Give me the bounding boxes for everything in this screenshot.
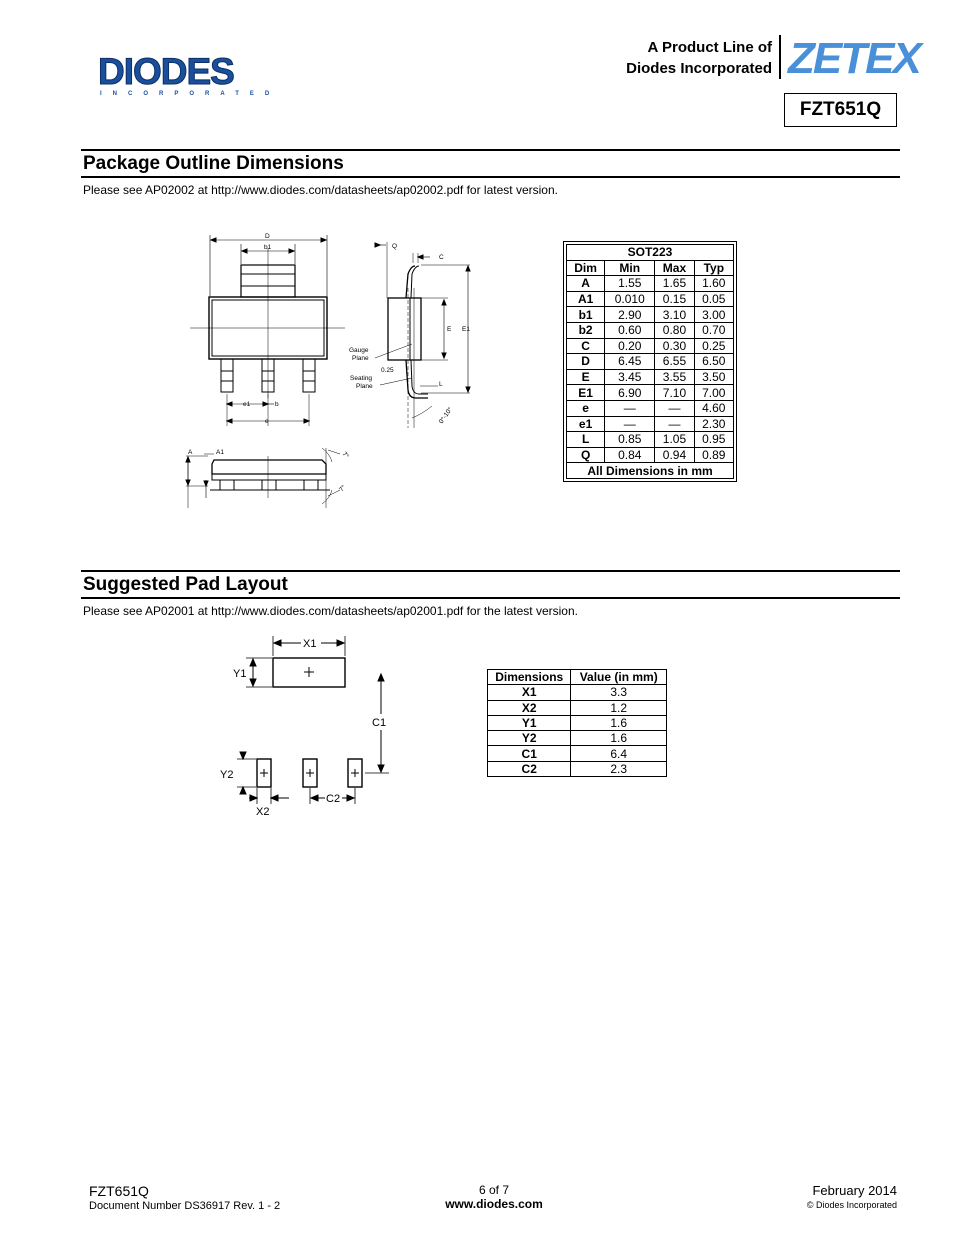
dim-cell: Y1 bbox=[488, 715, 571, 730]
value-cell: 1.05 bbox=[655, 432, 694, 448]
col-header: Max bbox=[655, 260, 694, 276]
value-cell: 0.89 bbox=[694, 447, 733, 463]
dim-cell: E bbox=[567, 369, 605, 385]
footer-part-number: FZT651Q bbox=[89, 1183, 149, 1199]
dim-cell: A bbox=[567, 276, 605, 292]
value-cell: 0.20 bbox=[605, 338, 655, 354]
label-b: b bbox=[275, 401, 279, 408]
section-rule-bottom bbox=[81, 176, 900, 178]
table-row bbox=[567, 338, 734, 354]
dim-cell: X2 bbox=[488, 700, 571, 715]
end-view bbox=[186, 448, 340, 508]
label-c: C bbox=[439, 254, 444, 261]
diodes-logo-text: DIODES bbox=[98, 51, 234, 92]
col-header: Min bbox=[605, 260, 655, 276]
value-cell: 0.25 bbox=[694, 338, 733, 354]
table-row bbox=[488, 715, 667, 730]
footer-left bbox=[89, 1183, 280, 1212]
package-outline-note: Please see AP02002 at http://www.diodes.com/datasheets/ap02002.pdf for latest version. bbox=[83, 183, 558, 197]
dim-cell: L bbox=[567, 432, 605, 448]
value-cell: 6.55 bbox=[655, 354, 694, 370]
table-row bbox=[488, 700, 667, 715]
label-gauge-value: 0.25 bbox=[381, 367, 394, 374]
footer-right bbox=[807, 1183, 897, 1210]
value-cell: 3.50 bbox=[694, 369, 733, 385]
label-7deg-bottom: 7° bbox=[338, 484, 348, 494]
dim-cell: A1 bbox=[567, 291, 605, 307]
footer-copyright: © Diodes Incorporated bbox=[806, 1200, 897, 1210]
col-header: Typ bbox=[694, 260, 733, 276]
label-x1: X1 bbox=[303, 638, 317, 650]
footer-document-number: Document Number DS36917 Rev. 1 - 2 bbox=[89, 1200, 281, 1212]
value-cell: — bbox=[605, 400, 655, 416]
product-line-line-2: Diodes Incorporated bbox=[626, 60, 772, 77]
label-c2: C2 bbox=[326, 793, 341, 805]
table-row bbox=[567, 354, 734, 370]
pad-layout-drawing bbox=[215, 632, 395, 824]
label-x2: X2 bbox=[256, 806, 270, 818]
value-cell: 6.4 bbox=[571, 746, 667, 761]
dim-cell: e bbox=[567, 400, 605, 416]
value-cell: 6.45 bbox=[605, 354, 655, 370]
label-e: e bbox=[265, 418, 269, 425]
package-outline-drawing bbox=[180, 228, 480, 513]
label-b1: b1 bbox=[264, 244, 272, 251]
label-a: A bbox=[188, 449, 193, 456]
zetex-logo-text: ZETEX bbox=[788, 34, 920, 83]
value-cell: 3.3 bbox=[571, 685, 667, 700]
table-row bbox=[567, 416, 734, 432]
footer-website-link[interactable]: www.diodes.com bbox=[445, 1197, 543, 1211]
table-row bbox=[567, 447, 734, 463]
value-cell: 0.80 bbox=[655, 322, 694, 338]
value-cell: 0.84 bbox=[605, 447, 655, 463]
value-cell: 7.10 bbox=[655, 385, 694, 401]
diodes-logo bbox=[98, 51, 281, 98]
dim-cell: e1 bbox=[567, 416, 605, 432]
label-gauge-1: Gauge bbox=[349, 347, 369, 354]
pad-table-header-row bbox=[488, 670, 667, 685]
value-cell: 6.50 bbox=[694, 354, 733, 370]
section-title-package-outline: Package Outline Dimensions bbox=[83, 153, 344, 174]
side-view bbox=[375, 242, 470, 428]
dim-cell: C1 bbox=[488, 746, 571, 761]
value-cell: 2.30 bbox=[694, 416, 733, 432]
value-cell: 3.45 bbox=[605, 369, 655, 385]
label-e-body: E bbox=[447, 326, 452, 333]
value-cell: — bbox=[655, 416, 694, 432]
dim-cell: X1 bbox=[488, 685, 571, 700]
dim-cell: C2 bbox=[488, 761, 571, 776]
dim-cell: Q bbox=[567, 447, 605, 463]
footer-center bbox=[394, 1183, 594, 1211]
value-cell: 0.70 bbox=[694, 322, 733, 338]
section-rule-top bbox=[81, 570, 900, 572]
value-cell: 0.95 bbox=[694, 432, 733, 448]
label-e1-lead: E1 bbox=[462, 326, 470, 333]
value-cell: 1.6 bbox=[571, 731, 667, 746]
dim-cell: D bbox=[567, 354, 605, 370]
value-cell: 0.30 bbox=[655, 338, 694, 354]
part-number-box: FZT651Q bbox=[784, 93, 897, 127]
label-l: L bbox=[439, 381, 443, 388]
value-cell: 4.60 bbox=[694, 400, 733, 416]
label-seating-2: Plane bbox=[356, 383, 373, 390]
top-view bbox=[190, 235, 345, 426]
label-a1: A1 bbox=[216, 449, 224, 456]
value-cell: 0.010 bbox=[605, 291, 655, 307]
value-cell: 6.90 bbox=[605, 385, 655, 401]
value-cell: 1.60 bbox=[694, 276, 733, 292]
value-cell: 0.05 bbox=[694, 291, 733, 307]
table-row bbox=[488, 746, 667, 761]
footer-page-number: 6 of 7 bbox=[478, 1183, 510, 1197]
value-cell: 1.65 bbox=[655, 276, 694, 292]
value-cell: 0.85 bbox=[605, 432, 655, 448]
sot223-table-title: SOT223 bbox=[567, 245, 734, 261]
table-row bbox=[488, 731, 667, 746]
value-cell: 0.60 bbox=[605, 322, 655, 338]
dim-cell: E1 bbox=[567, 385, 605, 401]
table-row bbox=[567, 291, 734, 307]
label-q: Q bbox=[392, 243, 398, 250]
section-rule-bottom bbox=[81, 597, 900, 599]
value-cell: 2.90 bbox=[605, 307, 655, 323]
label-c1: C1 bbox=[372, 717, 387, 729]
sot223-table-footer: All Dimensions in mm bbox=[567, 463, 734, 479]
zetex-logo bbox=[788, 33, 920, 83]
table-row bbox=[488, 761, 667, 776]
diodes-logo-subtext: INCORPORATED bbox=[100, 91, 281, 97]
label-angle: 0°-10° bbox=[437, 406, 455, 426]
col-header: Value (in mm) bbox=[571, 670, 667, 685]
table-row bbox=[567, 400, 734, 416]
label-seating-1: Seating bbox=[350, 375, 373, 382]
value-cell: 7.00 bbox=[694, 385, 733, 401]
pad-layout-note: Please see AP02001 at http://www.diodes.com/datasheets/ap02001.pdf for the latest version. bbox=[83, 604, 578, 618]
label-d: D bbox=[265, 233, 270, 240]
sot223-dimension-table bbox=[566, 244, 734, 479]
value-cell: — bbox=[655, 400, 694, 416]
value-cell: 0.15 bbox=[655, 291, 694, 307]
value-cell: — bbox=[605, 416, 655, 432]
dim-cell: Y2 bbox=[488, 731, 571, 746]
section-rule-top bbox=[81, 149, 900, 151]
dim-cell: C bbox=[567, 338, 605, 354]
value-cell: 3.55 bbox=[655, 369, 694, 385]
header-divider bbox=[779, 35, 781, 79]
col-header: Dimensions bbox=[488, 670, 571, 685]
label-e1: e1 bbox=[243, 401, 251, 408]
table-row bbox=[567, 369, 734, 385]
dim-cell: b1 bbox=[567, 307, 605, 323]
value-cell: 1.55 bbox=[605, 276, 655, 292]
table-row bbox=[567, 307, 734, 323]
product-line-statement bbox=[626, 37, 772, 79]
label-y2: Y2 bbox=[220, 769, 234, 781]
pad-layout-table bbox=[487, 669, 667, 777]
value-cell: 2.3 bbox=[571, 761, 667, 776]
value-cell: 1.2 bbox=[571, 700, 667, 715]
sot223-table-header-row bbox=[567, 260, 734, 276]
dim-cell: b2 bbox=[567, 322, 605, 338]
value-cell: 1.6 bbox=[571, 715, 667, 730]
value-cell: 3.00 bbox=[694, 307, 733, 323]
footer-date: February 2014 bbox=[812, 1183, 897, 1198]
product-line-line-1: A Product Line of bbox=[647, 39, 772, 56]
value-cell: 0.94 bbox=[655, 447, 694, 463]
table-row bbox=[567, 385, 734, 401]
table-row bbox=[567, 322, 734, 338]
label-gauge-2: Plane bbox=[352, 355, 369, 362]
label-7deg-top: 7° bbox=[340, 450, 350, 461]
section-title-pad-layout: Suggested Pad Layout bbox=[83, 574, 288, 595]
value-cell: 3.10 bbox=[655, 307, 694, 323]
table-row bbox=[488, 685, 667, 700]
table-row bbox=[567, 432, 734, 448]
label-y1: Y1 bbox=[233, 668, 247, 680]
table-row bbox=[567, 276, 734, 292]
col-header: Dim bbox=[567, 260, 605, 276]
